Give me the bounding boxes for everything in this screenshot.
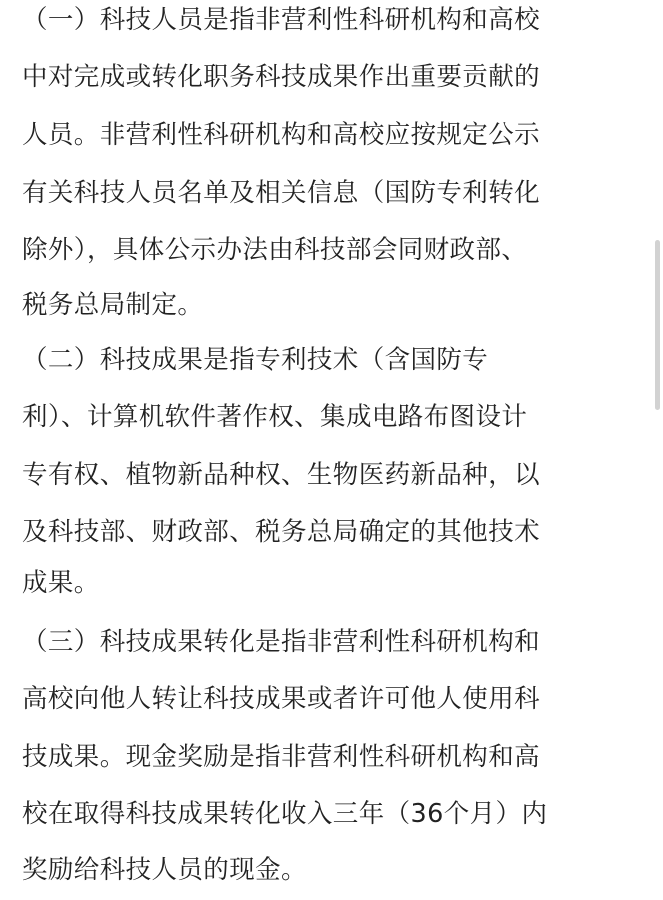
text-line: （三）科技成果转化是指非营利性科研机构和 (22, 627, 541, 657)
text-line: 利）、计算机软件著作权、集成电路布图设计 (22, 402, 528, 432)
text-line: 奖励给科技人员的现金。 (22, 855, 307, 885)
scrollbar-thumb[interactable] (655, 240, 660, 410)
text-line: 中对完成或转化职务科技成果作出重要贡献的 (22, 62, 541, 92)
text-line: 成果。 (22, 568, 100, 598)
text-line: 人员。非营利性科研机构和高校应按规定公示 (22, 120, 541, 150)
text-line: （一）科技人员是指非营利性科研机构和高校 (22, 5, 541, 35)
text-line: 专有权、植物新品种权、生物医药新品种，以 (22, 460, 541, 490)
text-line: 税务总局制定。 (22, 290, 204, 320)
text-line: 技成果。现金奖励是指非营利性科研机构和高 (22, 742, 541, 772)
text-line: 除外），具体公示办法由科技部会同财政部、 (22, 235, 528, 265)
text-line: 高校向他人转让科技成果或者许可他人使用科 (22, 684, 541, 714)
text-line: （二）科技成果是指专利技术（含国防专 (22, 345, 489, 375)
scrollbar[interactable] (655, 240, 660, 410)
text-line: 校在取得科技成果转化收入三年（36个月）内 (22, 799, 548, 829)
text-line: 及科技部、财政部、税务总局确定的其他技术 (22, 517, 541, 547)
text-line: 有关科技人员名单及相关信息（国防专利转化 (22, 178, 541, 208)
